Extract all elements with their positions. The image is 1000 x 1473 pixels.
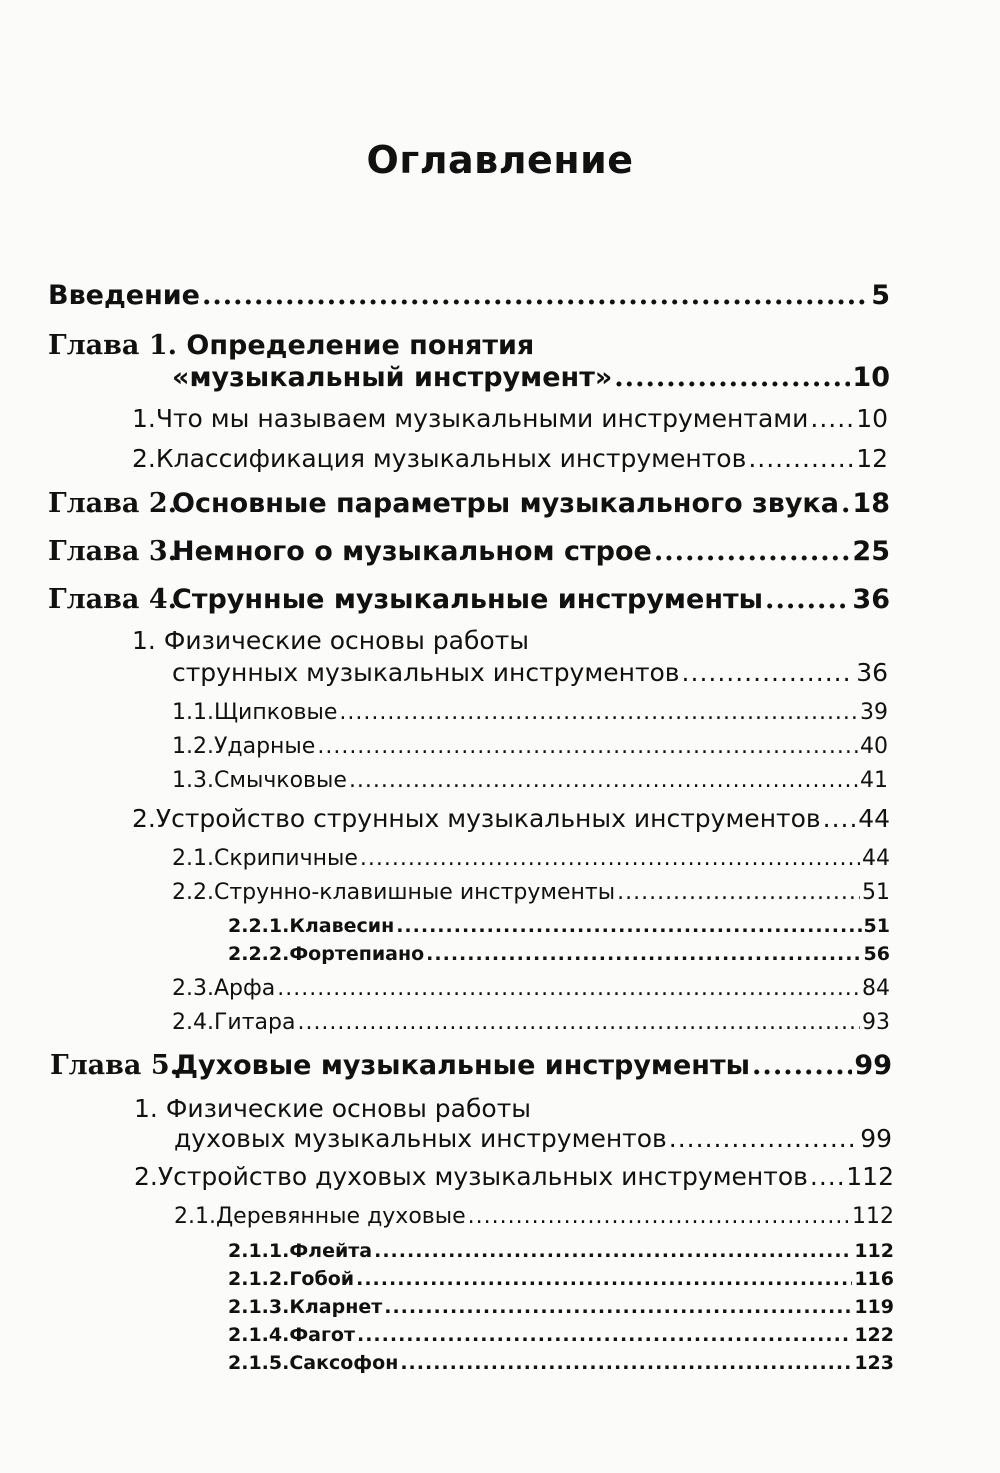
leader-dots: [360, 846, 860, 871]
subsubsection-number: 2.1.4.: [228, 1324, 290, 1346]
toc-entry-ch4-1-2[interactable]: [172, 734, 888, 759]
leader-dots: [202, 280, 869, 311]
toc-entry-ch4-2-2-1[interactable]: [228, 915, 890, 937]
toc-entry-ch5[interactable]: [50, 1050, 892, 1081]
entry-label: Физические основы работы: [163, 626, 529, 655]
subsubsection-number: 2.1.5.: [228, 1352, 290, 1374]
entry-page: 10: [852, 362, 890, 393]
subsection-number: 2.3.: [172, 976, 214, 1001]
entry-page: 112: [854, 1240, 894, 1262]
toc-entry-ch1-2[interactable]: [132, 444, 888, 473]
subsubsection-number: 2.2.1.: [228, 915, 290, 937]
toc-entry-ch5-2-1-2[interactable]: [228, 1268, 894, 1290]
chapter-number: Глава 3.: [48, 536, 178, 567]
section-number: 1.: [134, 1094, 158, 1123]
leader-dots: [297, 1010, 860, 1035]
entry-label: «музыкальный инструмент»: [172, 362, 613, 393]
leader-dots: [765, 584, 850, 615]
subsection-number: 2.1.: [172, 846, 214, 871]
toc-entry-ch5-2-1-3[interactable]: [228, 1296, 894, 1318]
leader-dots: [617, 880, 860, 905]
toc-entry-ch4-2-1[interactable]: [172, 846, 890, 871]
entry-page: 122: [854, 1324, 894, 1346]
leader-dots: [277, 976, 860, 1001]
entry-page: 93: [862, 1010, 890, 1035]
entry-page: 116: [854, 1268, 894, 1290]
toc-entry-ch5-2-1-5[interactable]: [228, 1352, 894, 1374]
entry-page: 41: [860, 768, 888, 793]
leader-dots: [654, 536, 851, 567]
entry-label: Что мы называем музыкальными инструментами: [155, 404, 809, 433]
chapter-number: Глава 4.: [48, 584, 178, 615]
leader-dots: [841, 488, 850, 519]
leader-dots: [396, 915, 861, 937]
leader-dots: [426, 943, 861, 965]
section-number: 1.: [132, 404, 156, 433]
subsection-number: 2.2.: [172, 880, 214, 905]
entry-page: 5: [871, 280, 890, 311]
leader-dots: [823, 804, 857, 833]
leader-dots: [614, 362, 850, 393]
toc-entry-ch2[interactable]: [48, 488, 890, 519]
page-title: Оглавление: [366, 138, 634, 182]
entry-label: струнных музыкальных инструментов: [172, 658, 680, 687]
entry-page: 51: [863, 915, 890, 937]
entry-label: Смычковые: [213, 768, 347, 793]
leader-dots: [682, 658, 855, 687]
toc-entry-ch5-2-1[interactable]: [174, 1204, 894, 1229]
section-number: 2.: [132, 444, 156, 473]
entry-label: Основные параметры музыкального звука: [172, 488, 839, 519]
entry-page: 44: [862, 846, 890, 871]
entry-page: 36: [852, 584, 890, 615]
entry-page: 12: [856, 444, 888, 473]
leader-dots: [349, 768, 858, 793]
toc-entry-ch4-2-2-2[interactable]: [228, 943, 890, 965]
entry-page: 123: [854, 1352, 894, 1374]
entry-label: Устройство струнных музыкальных инструментов: [155, 804, 821, 833]
leader-dots: [317, 734, 858, 759]
entry-label: Фагот: [289, 1324, 355, 1346]
entry-label: Саксофон: [289, 1352, 399, 1374]
subsubsection-number: 2.1.1.: [228, 1240, 290, 1262]
entry-page: 39: [860, 700, 888, 725]
toc-entry-ch5-2[interactable]: [134, 1162, 894, 1191]
entry-label: Кларнет: [289, 1296, 383, 1318]
entry-label: Гитара: [213, 1010, 296, 1035]
toc-entry-ch4-2-4[interactable]: [172, 1010, 890, 1035]
leader-dots: [356, 1268, 852, 1290]
toc-entry-ch4-1-3[interactable]: [172, 768, 888, 793]
toc-entry-ch4-2-3[interactable]: [172, 976, 890, 1001]
entry-label: Клавесин: [289, 915, 395, 937]
toc-entry-ch4-1-1[interactable]: [172, 700, 888, 725]
leader-dots: [810, 1162, 844, 1191]
toc-entry-ch1-line1[interactable]: [48, 330, 534, 361]
leader-dots: [384, 1296, 852, 1318]
entry-label: Ударные: [213, 734, 316, 759]
leader-dots: [810, 404, 854, 433]
leader-dots: [400, 1352, 852, 1374]
subsection-number: 2.4.: [172, 1010, 214, 1035]
subsection-number: 1.3.: [172, 768, 214, 793]
toc-entry-ch1-1[interactable]: [132, 404, 888, 433]
chapter-number: Глава 2.: [48, 488, 178, 519]
entry-page: 10: [856, 404, 888, 433]
entry-label: Струнные музыкальные инструменты: [172, 584, 764, 615]
entry-label: Фортепиано: [289, 943, 425, 965]
leader-dots: [339, 700, 858, 725]
entry-label: Немного о музыкальном строе: [172, 536, 652, 567]
toc-entry-ch5-2-1-1[interactable]: [228, 1240, 894, 1262]
toc-entry-ch5-1[interactable]: [174, 1124, 892, 1153]
leader-dots: [752, 1050, 852, 1081]
entry-label: Гобой: [289, 1268, 355, 1290]
entry-label: Устройство духовых музыкальных инструментов: [157, 1162, 808, 1191]
subsection-number: 1.2.: [172, 734, 214, 759]
entry-page: 119: [854, 1296, 894, 1318]
entry-label: Щипковые: [213, 700, 338, 725]
entry-label: Деревянные духовые: [215, 1204, 466, 1229]
entry-label: Флейта: [289, 1240, 373, 1262]
entry-label: Физические основы работы: [165, 1094, 531, 1123]
entry-page: 36: [856, 658, 888, 687]
entry-label: Определение понятия: [186, 330, 535, 361]
entry-page: 25: [852, 536, 890, 567]
entry-page: 99: [854, 1050, 892, 1081]
toc-entry-ch5-2-1-4[interactable]: [228, 1324, 894, 1346]
toc-entry-ch5-1-line1[interactable]: [134, 1094, 531, 1123]
chapter-number: Глава 5.: [50, 1050, 180, 1081]
subsubsection-number: 2.2.2.: [228, 943, 290, 965]
toc-entry-ch1[interactable]: [172, 362, 890, 393]
section-number: 2.: [132, 804, 156, 833]
entry-page: 84: [862, 976, 890, 1001]
entry-label: Арфа: [213, 976, 276, 1001]
leader-dots: [748, 444, 854, 473]
chapter-number: Глава 1.: [48, 330, 178, 361]
entry-label: Классификация музыкальных инструментов: [155, 444, 747, 473]
entry-page: 56: [863, 943, 890, 965]
toc-entry-ch4-2[interactable]: [132, 804, 890, 833]
subsubsection-number: 2.1.3.: [228, 1296, 290, 1318]
toc-entry-ch4-1-line1[interactable]: [132, 626, 529, 655]
toc-entry-ch4[interactable]: [48, 584, 890, 615]
entry-page: 51: [862, 880, 890, 905]
leader-dots: [374, 1240, 852, 1262]
subsubsection-number: 2.1.2.: [228, 1268, 290, 1290]
toc-entry-intro[interactable]: [48, 280, 890, 311]
entry-label: Духовые музыкальные инструменты: [174, 1050, 751, 1081]
leader-dots: [357, 1324, 852, 1346]
entry-page: 99: [860, 1124, 892, 1153]
entry-page: 40: [860, 734, 888, 759]
toc-entry-ch4-2-2[interactable]: [172, 880, 890, 905]
entry-label: Скрипичные: [213, 846, 358, 871]
entry-label: Введение: [48, 280, 200, 311]
subsection-number: 1.1.: [172, 700, 214, 725]
toc-entry-ch3[interactable]: [48, 536, 890, 567]
section-number: 1.: [132, 626, 156, 655]
entry-page: 44: [858, 804, 890, 833]
entry-label: духовых музыкальных инструментов: [174, 1124, 667, 1153]
leader-dots: [669, 1124, 858, 1153]
subsection-number: 2.1.: [174, 1204, 216, 1229]
leader-dots: [468, 1204, 850, 1229]
toc-entry-ch4-1[interactable]: [172, 658, 888, 687]
section-number: 2.: [134, 1162, 158, 1191]
entry-page: 112: [846, 1162, 894, 1191]
entry-label: Струнно-клавишные инструменты: [213, 880, 616, 905]
entry-page: 18: [852, 488, 890, 519]
entry-page: 112: [852, 1204, 894, 1229]
